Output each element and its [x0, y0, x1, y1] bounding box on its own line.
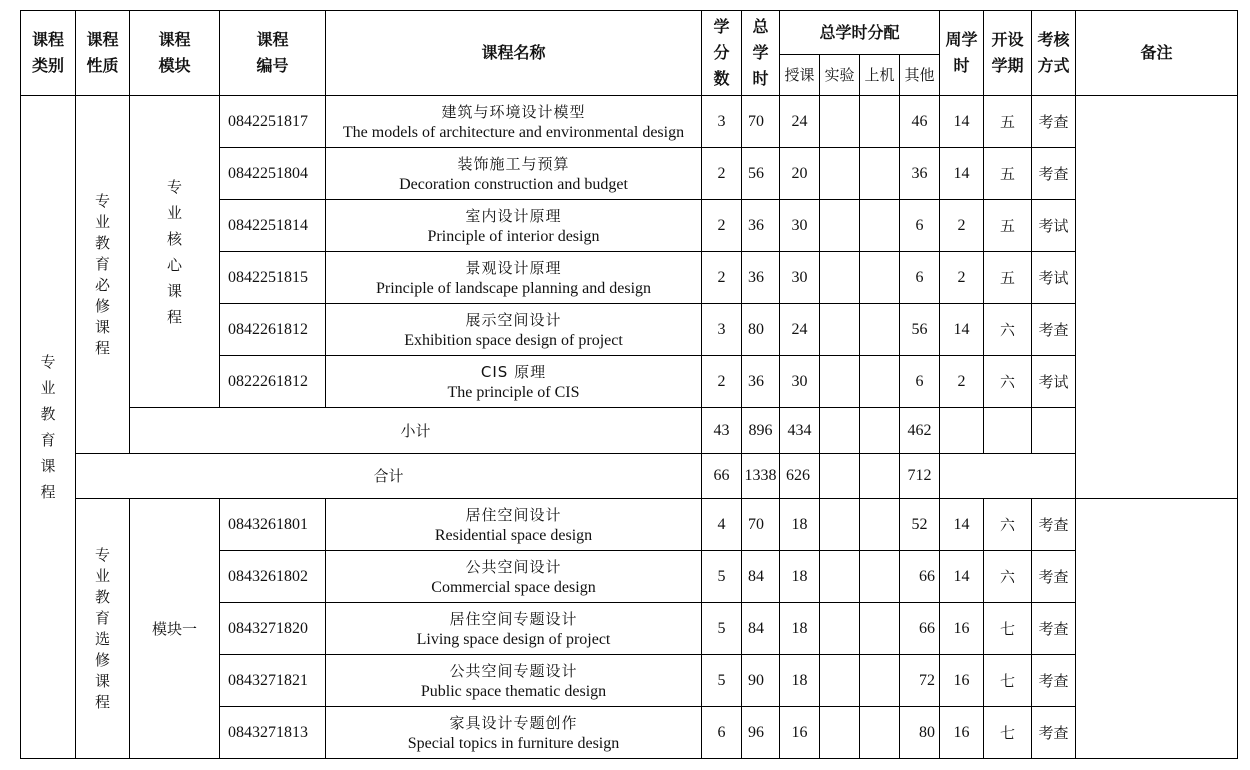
- course-credits: 5: [702, 603, 742, 655]
- course-code: 0843271821: [220, 655, 326, 707]
- course-total-hours: 36: [742, 200, 780, 252]
- course-lecture-hours: 16: [780, 707, 820, 759]
- subtotal-label: 小计: [130, 408, 702, 454]
- header-nature: [76, 11, 130, 96]
- course-computer-hours: [860, 304, 900, 356]
- course-name: [326, 707, 702, 759]
- course-weekly-hours: 14: [940, 499, 984, 551]
- course-computer-hours: [860, 655, 900, 707]
- total-other-hours: 712: [900, 454, 940, 499]
- header-nature-text: 课程性质: [86, 30, 119, 75]
- elective-remarks-cell: [1076, 499, 1238, 759]
- course-total-hours: 80: [742, 304, 780, 356]
- header-experiment: 实验: [820, 55, 860, 96]
- course-assessment: 考查: [1032, 707, 1076, 759]
- course-code: 0843271820: [220, 603, 326, 655]
- course-name-cn: 公共空间设计: [465, 557, 562, 576]
- course-semester: 七: [984, 707, 1032, 759]
- course-total-hours: 90: [742, 655, 780, 707]
- header-row-1: [21, 11, 1238, 55]
- remarks-cell: [1076, 96, 1238, 499]
- course-experiment-hours: [820, 252, 860, 304]
- header-credits-text: 学分数: [713, 17, 730, 88]
- course-name-en: Special topics in furniture design: [407, 734, 620, 752]
- course-name-en: The models of architecture and environmental design: [342, 123, 685, 141]
- header-distribution: 总学时分配: [780, 11, 940, 55]
- course-other-hours: 36: [900, 148, 940, 200]
- course-name-en: The principle of CIS: [447, 383, 580, 401]
- course-total-hours: 70: [742, 499, 780, 551]
- course-name-en: Commercial space design: [431, 578, 596, 596]
- course-code: 0822261812: [220, 356, 326, 408]
- total-credits: 66: [702, 454, 742, 499]
- header-other: 其他: [900, 55, 940, 96]
- nature-elective-cell: [76, 499, 130, 759]
- total-computer-hours: [860, 454, 900, 499]
- course-experiment-hours: [820, 96, 860, 148]
- course-lecture-hours: 20: [780, 148, 820, 200]
- course-name: [326, 499, 702, 551]
- total-experiment-hours: [820, 454, 860, 499]
- course-weekly-hours: 2: [940, 200, 984, 252]
- header-lecture: 授课: [780, 55, 820, 96]
- course-computer-hours: [860, 252, 900, 304]
- course-other-hours: 72: [900, 655, 940, 707]
- course-other-hours: 56: [900, 304, 940, 356]
- subtotal-other-hours: 462: [900, 408, 940, 454]
- course-name-en: Public space thematic design: [420, 682, 607, 700]
- course-computer-hours: [860, 707, 900, 759]
- category-cell-text: 专业教育课程: [40, 353, 56, 501]
- course-lecture-hours: 24: [780, 96, 820, 148]
- header-assessment: [1032, 11, 1076, 96]
- course-credits: 3: [702, 304, 742, 356]
- total-blank-cell: [940, 454, 1076, 499]
- course-experiment-hours: [820, 148, 860, 200]
- subtotal-assessment: [1032, 408, 1076, 454]
- course-lecture-hours: 18: [780, 551, 820, 603]
- course-name-cn: CIS 原理: [480, 362, 547, 381]
- course-weekly-hours: 14: [940, 304, 984, 356]
- category-cell: [21, 96, 76, 759]
- header-semester-text: 开设学期: [991, 30, 1024, 75]
- course-name-cn: 建筑与环境设计模型: [441, 102, 586, 121]
- course-name: [326, 96, 702, 148]
- course-assessment: 考查: [1032, 603, 1076, 655]
- course-weekly-hours: 16: [940, 707, 984, 759]
- header-code: [220, 11, 326, 96]
- course-name: [326, 252, 702, 304]
- course-other-hours: 46: [900, 96, 940, 148]
- header-course-name: 课程名称: [326, 11, 702, 96]
- course-weekly-hours: 16: [940, 603, 984, 655]
- course-name-en: Residential space design: [434, 526, 593, 544]
- course-credits: 4: [702, 499, 742, 551]
- course-semester: 五: [984, 200, 1032, 252]
- course-lecture-hours: 30: [780, 252, 820, 304]
- course-row: [21, 499, 1238, 551]
- course-name-en: Principle of interior design: [427, 227, 600, 245]
- course-other-hours: 66: [900, 603, 940, 655]
- course-name: [326, 603, 702, 655]
- header-total-hours: [742, 11, 780, 96]
- header-weekly-hours-text: 周学时: [945, 30, 978, 75]
- course-assessment: 考查: [1032, 148, 1076, 200]
- course-credits: 6: [702, 707, 742, 759]
- course-code: 0842251815: [220, 252, 326, 304]
- course-assessment: 考查: [1032, 499, 1076, 551]
- course-semester: 七: [984, 603, 1032, 655]
- header-category-text: 课程类别: [31, 30, 64, 75]
- course-assessment: 考试: [1032, 252, 1076, 304]
- nature-required-cell: [76, 96, 130, 454]
- course-code: 0842251804: [220, 148, 326, 200]
- course-semester: 六: [984, 304, 1032, 356]
- course-lecture-hours: 24: [780, 304, 820, 356]
- course-semester: 五: [984, 96, 1032, 148]
- course-other-hours: 6: [900, 356, 940, 408]
- total-lecture-hours: 626: [780, 454, 820, 499]
- course-row: [21, 96, 1238, 148]
- header-computer: 上机: [860, 55, 900, 96]
- course-computer-hours: [860, 96, 900, 148]
- course-credits: 5: [702, 655, 742, 707]
- curriculum-table: [20, 10, 1238, 759]
- course-name-cn: 公共空间专题设计: [449, 661, 578, 680]
- course-experiment-hours: [820, 655, 860, 707]
- header-weekly-hours: [940, 11, 984, 96]
- course-code: 0843271813: [220, 707, 326, 759]
- course-name-cn: 居住空间专题设计: [449, 609, 578, 628]
- course-total-hours: 84: [742, 603, 780, 655]
- course-other-hours: 6: [900, 200, 940, 252]
- course-credits: 2: [702, 252, 742, 304]
- course-code: 0843261801: [220, 499, 326, 551]
- course-total-hours: 70: [742, 96, 780, 148]
- course-name-cn: 室内设计原理: [465, 206, 562, 225]
- subtotal-weekly-hours: [940, 408, 984, 454]
- course-name: [326, 148, 702, 200]
- course-semester: 五: [984, 148, 1032, 200]
- course-computer-hours: [860, 603, 900, 655]
- course-lecture-hours: 18: [780, 603, 820, 655]
- module-one-cell: 模块一: [130, 499, 220, 759]
- course-code: 0842251817: [220, 96, 326, 148]
- total-row: [21, 454, 1238, 499]
- course-name-cn: 居住空间设计: [465, 505, 562, 524]
- course-total-hours: 56: [742, 148, 780, 200]
- course-name-en: Living space design of project: [416, 630, 611, 648]
- course-computer-hours: [860, 551, 900, 603]
- course-assessment: 考试: [1032, 356, 1076, 408]
- course-computer-hours: [860, 356, 900, 408]
- module-core-cell-text: 专业核心课程: [167, 177, 183, 326]
- course-computer-hours: [860, 148, 900, 200]
- header-total-hours-text: 总学时: [752, 17, 769, 88]
- course-weekly-hours: 14: [940, 96, 984, 148]
- course-other-hours: 80: [900, 707, 940, 759]
- subtotal-lecture-hours: 434: [780, 408, 820, 454]
- course-assessment: 考查: [1032, 304, 1076, 356]
- course-semester: 七: [984, 655, 1032, 707]
- course-total-hours: 84: [742, 551, 780, 603]
- course-assessment: 考查: [1032, 655, 1076, 707]
- course-experiment-hours: [820, 499, 860, 551]
- course-credits: 2: [702, 200, 742, 252]
- nature-elective-cell-text: 专业教育选修课程: [95, 545, 111, 711]
- header-semester: [984, 11, 1032, 96]
- course-name: [326, 200, 702, 252]
- course-code: 0843261802: [220, 551, 326, 603]
- course-weekly-hours: 16: [940, 655, 984, 707]
- course-weekly-hours: 2: [940, 252, 984, 304]
- course-name-cn: 家具设计专题创作: [449, 713, 578, 732]
- subtotal-semester: [984, 408, 1032, 454]
- module-core-cell: [130, 96, 220, 408]
- subtotal-computer-hours: [860, 408, 900, 454]
- total-label: 合计: [76, 454, 702, 499]
- course-name: [326, 655, 702, 707]
- course-other-hours: 52: [900, 499, 940, 551]
- course-lecture-hours: 18: [780, 499, 820, 551]
- header-remarks: 备注: [1076, 11, 1238, 96]
- course-experiment-hours: [820, 707, 860, 759]
- course-name: [326, 356, 702, 408]
- course-experiment-hours: [820, 304, 860, 356]
- course-semester: 六: [984, 499, 1032, 551]
- course-name-cn: 装饰施工与预算: [457, 154, 570, 173]
- course-code: 0842251814: [220, 200, 326, 252]
- course-lecture-hours: 30: [780, 356, 820, 408]
- header-category: [21, 11, 76, 96]
- subtotal-credits: 43: [702, 408, 742, 454]
- subtotal-total-hours: 896: [742, 408, 780, 454]
- course-assessment: 考查: [1032, 551, 1076, 603]
- subtotal-row: [21, 408, 1238, 454]
- course-name: [326, 304, 702, 356]
- course-computer-hours: [860, 499, 900, 551]
- course-lecture-hours: 30: [780, 200, 820, 252]
- course-semester: 六: [984, 551, 1032, 603]
- course-credits: 5: [702, 551, 742, 603]
- course-total-hours: 96: [742, 707, 780, 759]
- course-semester: 六: [984, 356, 1032, 408]
- course-experiment-hours: [820, 551, 860, 603]
- course-lecture-hours: 18: [780, 655, 820, 707]
- course-name-en: Exhibition space design of project: [404, 331, 623, 349]
- course-other-hours: 66: [900, 551, 940, 603]
- header-module: [130, 11, 220, 96]
- course-credits: 2: [702, 148, 742, 200]
- course-credits: 3: [702, 96, 742, 148]
- course-assessment: 考查: [1032, 96, 1076, 148]
- total-total-hours: 1338: [742, 454, 780, 499]
- course-total-hours: 36: [742, 356, 780, 408]
- course-total-hours: 36: [742, 252, 780, 304]
- header-assessment-text: 考核方式: [1037, 30, 1070, 75]
- course-name-en: Decoration construction and budget: [399, 175, 628, 193]
- course-name-cn: 展示空间设计: [465, 310, 562, 329]
- course-assessment: 考试: [1032, 200, 1076, 252]
- subtotal-experiment-hours: [820, 408, 860, 454]
- course-other-hours: 6: [900, 252, 940, 304]
- course-name-cn: 景观设计原理: [465, 258, 562, 277]
- course-experiment-hours: [820, 603, 860, 655]
- table-body: [21, 11, 1238, 759]
- course-name: [326, 551, 702, 603]
- course-weekly-hours: 14: [940, 551, 984, 603]
- course-computer-hours: [860, 200, 900, 252]
- course-semester: 五: [984, 252, 1032, 304]
- header-credits: [702, 11, 742, 96]
- header-code-text: 课程编号: [256, 30, 289, 75]
- course-experiment-hours: [820, 356, 860, 408]
- course-code: 0842261812: [220, 304, 326, 356]
- course-experiment-hours: [820, 200, 860, 252]
- header-module-text: 课程模块: [158, 30, 191, 75]
- course-weekly-hours: 14: [940, 148, 984, 200]
- course-name-en: Principle of landscape planning and design: [375, 279, 652, 297]
- nature-required-cell-text: 专业教育必修课程: [95, 191, 111, 357]
- course-credits: 2: [702, 356, 742, 408]
- course-weekly-hours: 2: [940, 356, 984, 408]
